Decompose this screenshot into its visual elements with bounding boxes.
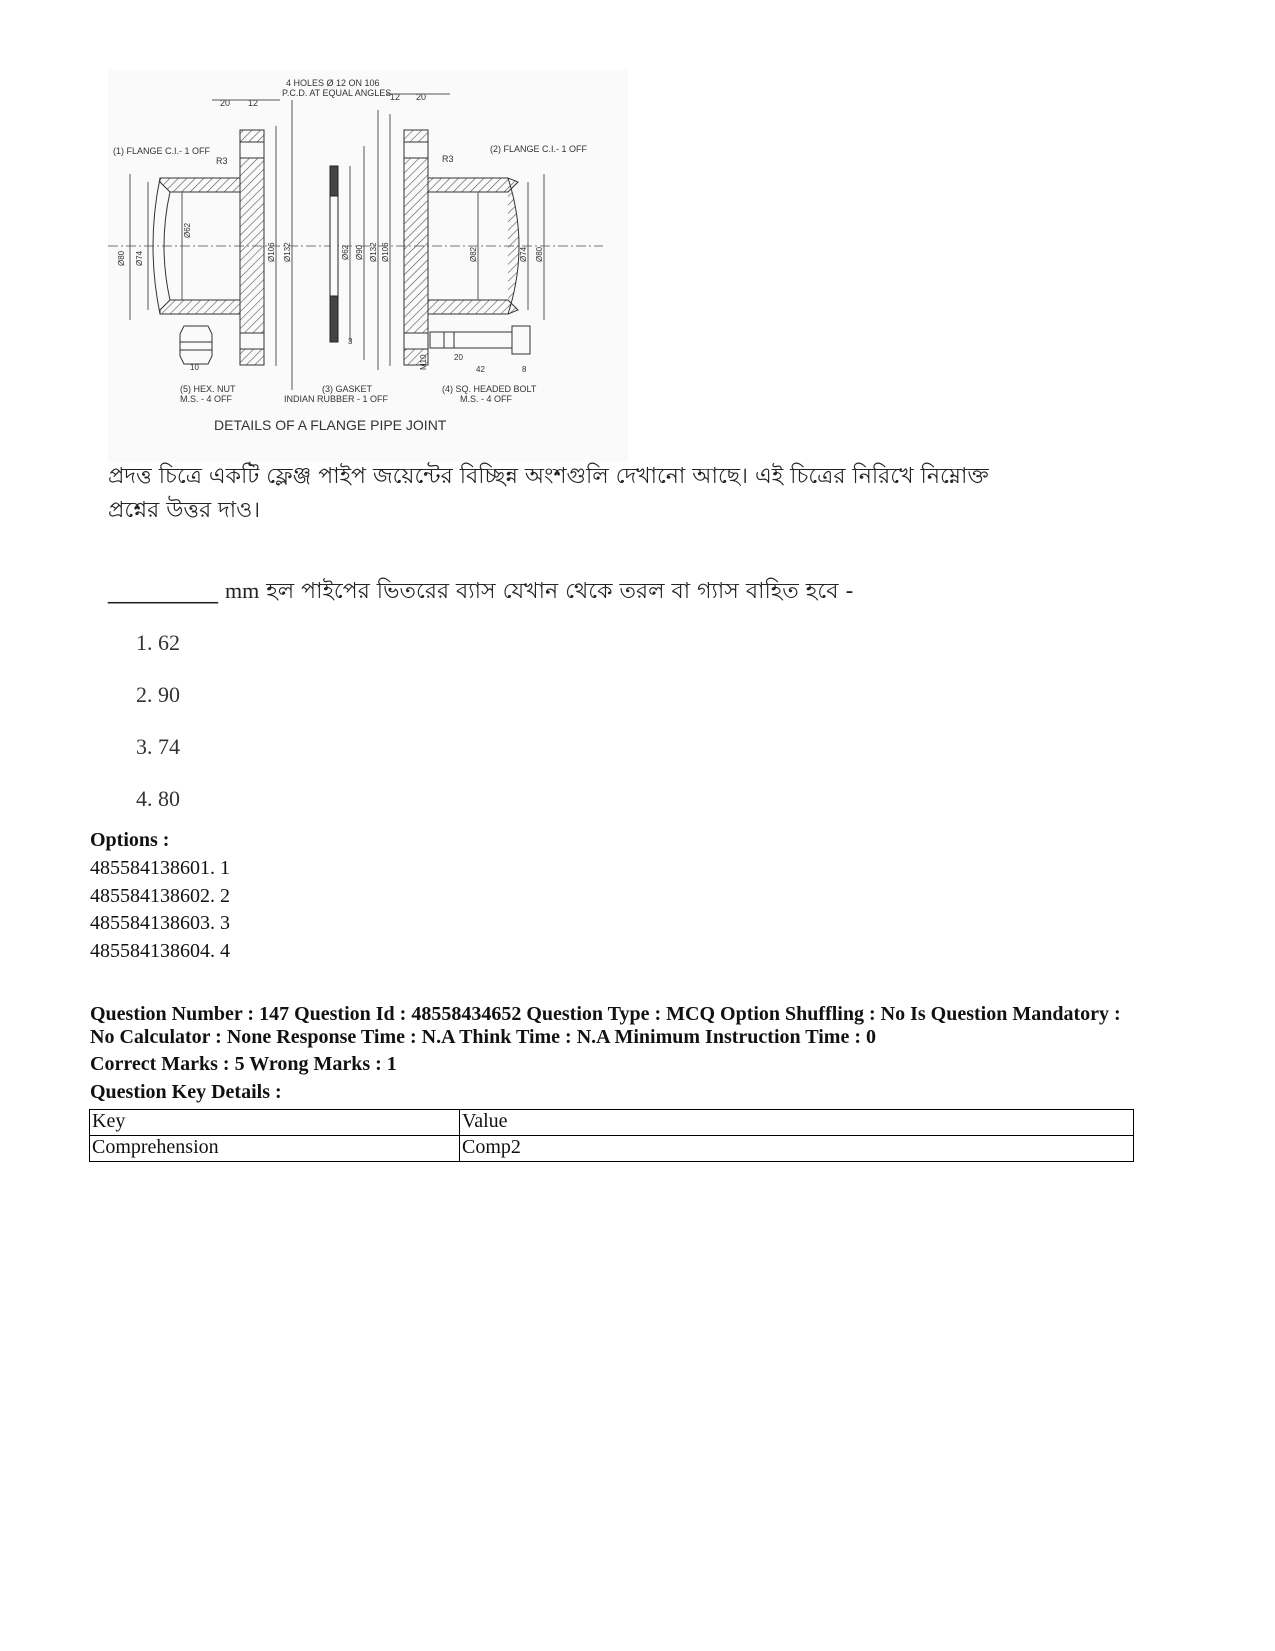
flange-joint-figure xyxy=(108,70,628,462)
gasket-label1: (3) GASKET xyxy=(322,384,373,394)
right-dim-20: 20 xyxy=(416,92,427,102)
option-item: 485584138601. 1 xyxy=(90,857,230,879)
left-radius-label: R3 xyxy=(216,156,228,166)
bolt-dim-8: 8 xyxy=(522,365,527,374)
table-row xyxy=(90,1136,1134,1162)
left-dia-80: Ø80 xyxy=(117,250,126,266)
choice-4: 4. 80 xyxy=(136,786,180,811)
bolt-m10: M10 xyxy=(419,354,428,370)
stem-text: হল পাইপের ভিতরের ব্যাস যেখান থেকে তরল বা গ্যাস বাহিত হবে - xyxy=(266,579,854,604)
gasket-dim-3: 3 xyxy=(348,337,353,346)
marks-line: Correct Marks : 5 Wrong Marks : 1 xyxy=(90,1053,397,1075)
intro-line2: প্রশ্নের উত্তর দাও। xyxy=(108,498,261,523)
key-details-table xyxy=(89,1109,1134,1162)
top-note-line2: P.C.D. AT EQUAL ANGLES xyxy=(282,88,392,98)
answer-blank: __________ xyxy=(108,579,218,604)
left-dia-62: Ø62 xyxy=(183,222,192,238)
question-meta-line1: Question Number : 147 Question Id : 48558434652 Question Type : MCQ Option Shuffling : No Is Question Mandatory : xyxy=(90,1003,1121,1025)
choice-1: 1. 62 xyxy=(136,630,180,655)
table-cell-value: Comp2 xyxy=(460,1136,1134,1162)
right-dia-82: Ø82 xyxy=(469,246,478,262)
option-item: 485584138602. 2 xyxy=(90,885,230,907)
top-note-line1: 4 HOLES Ø 12 ON 106 xyxy=(286,78,380,88)
option-item: 485584138603. 3 xyxy=(90,912,230,934)
key-details-heading: Question Key Details : xyxy=(90,1081,282,1103)
left-dia-74: Ø74 xyxy=(135,250,144,266)
bolt-label2: M.S. - 4 OFF xyxy=(460,394,513,404)
right-dia-80: Ø80 xyxy=(535,246,544,262)
right-dia-106: Ø106 xyxy=(381,242,390,262)
gasket-dia-90: Ø90 xyxy=(355,244,364,260)
question-stem xyxy=(108,574,1188,609)
hex-nut xyxy=(180,326,212,364)
bolt-label1: (4) SQ. HEADED BOLT xyxy=(442,384,537,394)
table-header-value: Value xyxy=(460,1110,1134,1136)
gasket-label2: INDIAN RUBBER - 1 OFF xyxy=(284,394,389,404)
left-dim-20: 20 xyxy=(220,98,231,108)
table-header-key: Key xyxy=(90,1110,460,1136)
nut-dim-10: 10 xyxy=(190,363,199,372)
right-radius-label: R3 xyxy=(442,154,454,164)
right-dia-74: Ø74 xyxy=(519,246,528,262)
options-heading: Options : xyxy=(90,829,170,851)
hex-nut-label1: (5) HEX. NUT xyxy=(180,384,236,394)
gasket-dia-62: Ø62 xyxy=(341,244,350,260)
left-flange-label: (1) FLANGE C.I.- 1 OFF xyxy=(113,146,211,156)
choice-3: 3. 74 xyxy=(136,734,180,759)
table-cell-key: Comprehension xyxy=(90,1136,460,1162)
figure-caption: DETAILS OF A FLANGE PIPE JOINT xyxy=(214,417,447,433)
question-meta-line2: No Calculator : None Response Time : N.A Think Time : N.A Minimum Instruction Time : 0 xyxy=(90,1026,876,1048)
choice-2: 2. 90 xyxy=(136,682,180,707)
hex-nut-label2: M.S. - 4 OFF xyxy=(180,394,233,404)
bolt-dim-20: 20 xyxy=(454,353,463,362)
question-intro xyxy=(108,460,1188,528)
gasket-dia-132: Ø132 xyxy=(369,242,378,262)
right-flange-label: (2) FLANGE C.I.- 1 OFF xyxy=(490,144,588,154)
left-dia-132: Ø132 xyxy=(283,242,292,262)
option-item: 485584138604. 4 xyxy=(90,940,230,962)
bolt-dim-42: 42 xyxy=(476,365,485,374)
intro-line1: প্রদত্ত চিত্রে একটি ফ্লেঞ্জ পাইপ জয়েন্টের বিচ্ছিন্ন অংশগুলি দেখানো আছে। এই চিত্রের নিরিখে নিম্নোক্ত xyxy=(108,464,989,489)
unit-mm: mm xyxy=(225,578,260,603)
table-header-row xyxy=(90,1110,1134,1136)
gasket xyxy=(330,166,338,342)
flange-drawing xyxy=(108,70,628,462)
right-dim-12: 12 xyxy=(390,92,401,102)
left-dia-106: Ø106 xyxy=(267,242,276,262)
left-dim-12: 12 xyxy=(248,98,259,108)
